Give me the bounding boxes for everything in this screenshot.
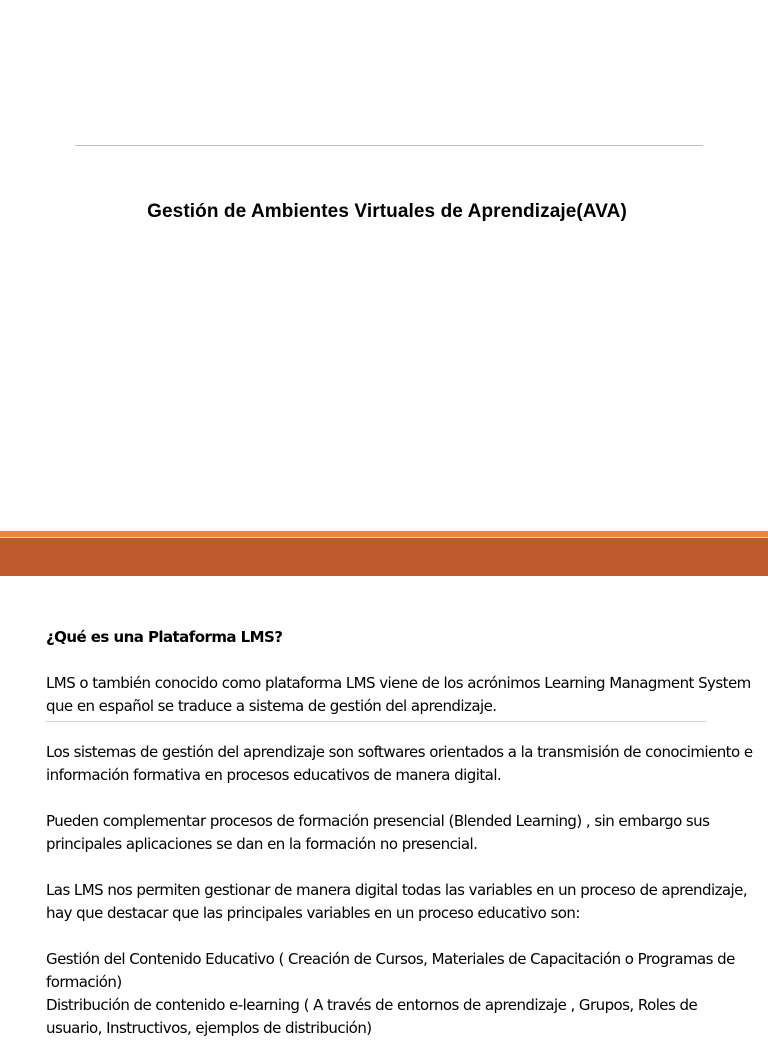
- slide-body: [46, 626, 756, 1040]
- section-heading: ¿Qué es una Plataforma LMS?: [46, 628, 283, 646]
- rust-separator-bar: [0, 538, 768, 576]
- list-item: Gestión del Contenido Educativo ( Creación de Cursos, Materiales de Capacitación o Programas de formación): [46, 950, 735, 991]
- paragraph: Pueden complementar procesos de formación presencial (Blended Learning) , sin embargo sus principales aplicaciones se dan en la formación no presencial.: [46, 812, 710, 853]
- top-divider: [75, 145, 703, 146]
- list-item: Distribución de contenido e-learning ( A través de entornos de aprendizaje , Grupos, Roles de usuario, Instructivos, ejemplos de distribución): [46, 996, 698, 1037]
- paragraph: Los sistemas de gestión del aprendizaje son softwares orientados a la transmisión de conocimiento e información formativa en procesos educativos de manera digital.: [46, 743, 753, 784]
- paragraph: LMS o también conocido como plataforma LMS viene de los acrónimos Learning Managment System que en español se traduce a sistema de gestión del aprendizaje.: [46, 674, 751, 715]
- paragraph: Las LMS nos permiten gestionar de manera digital todas las variables en un proceso de aprendizaje, hay que destacar que las principales variables en un proceso educativo son:: [46, 881, 748, 922]
- slide-title: Gestión de Ambientes Virtuales de Aprendizaje(AVA): [147, 201, 627, 222]
- content-slide: [0, 576, 768, 1037]
